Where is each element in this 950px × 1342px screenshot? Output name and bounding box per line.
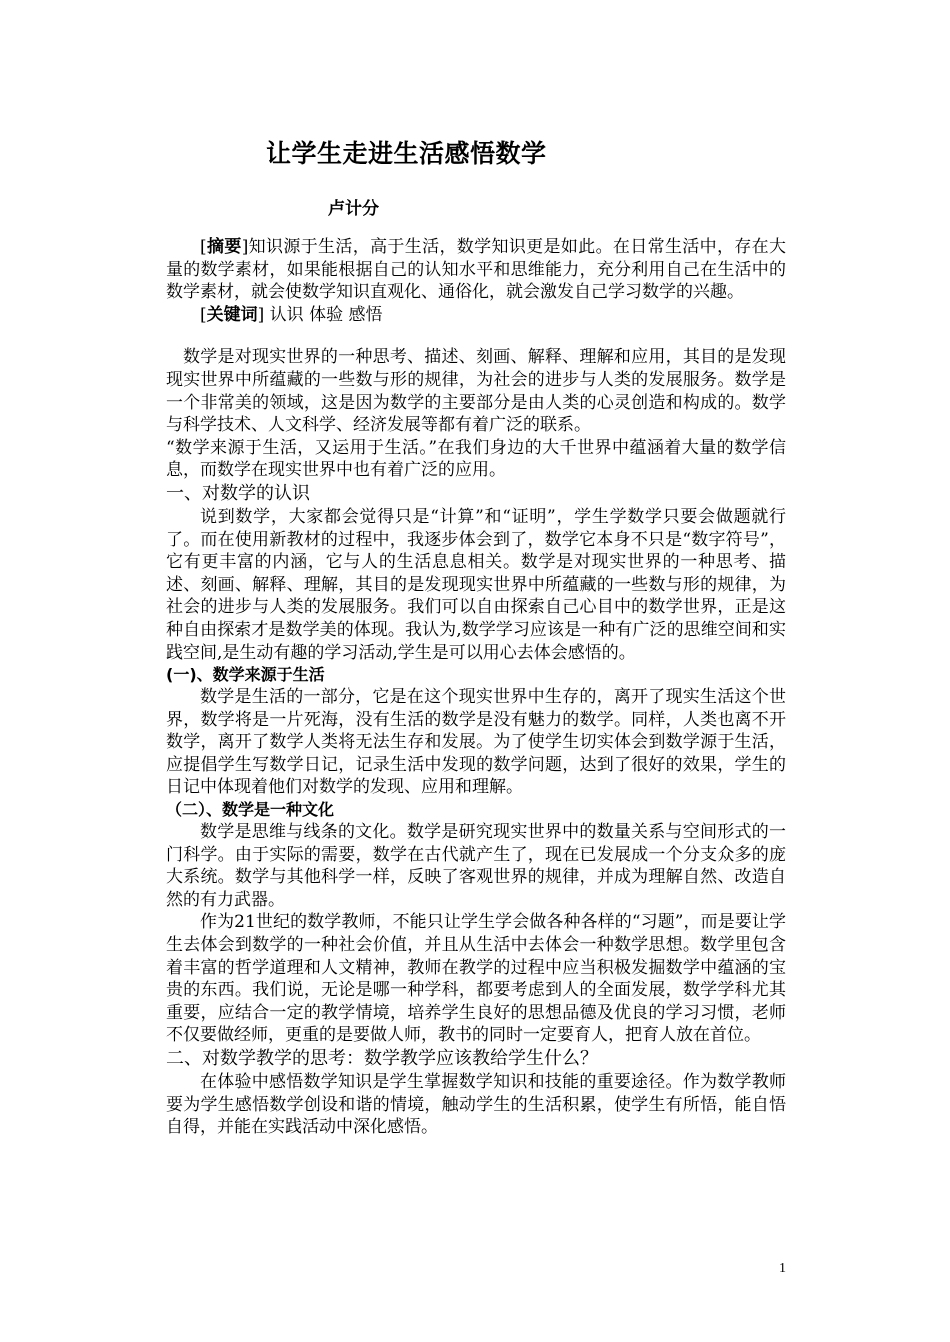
keywords-label: 关键词: [206, 304, 258, 325]
document-body: [166, 236, 786, 1139]
intro-paragraph-1: 数学是对现实世界的一种思考、描述、刻画、解释、理解和应用，其目的是发现现实世界中所蕴藏的一些数与形的规律，为社会的进步与人类的发展服务。数学是一个非常美的领域，这是因为数学的主要部分是由人类的心灵创造和构成的。数学与科学技术、人文科学、经济发展等都有着广泛的联系。: [166, 347, 786, 436]
abstract-paragraph: [166, 236, 786, 304]
section-2-heading: 二、对数学教学的思考：数学教学应该教给学生什么？: [166, 1048, 598, 1069]
abstract-close-bracket: ]: [241, 237, 249, 257]
section-1-paragraph-1: 说到数学，大家都会觉得只是“计算”和“证明”，学生学数学只要会做题就行了。而在使用新教材的过程中，我逐步体会到了，数学它本身不只是“数字符号”，它有更丰富的内涵，它与人的生活息息相关。数学是对现实世界的一种思考、描述、刻画、解释、理解，其目的是发现现实世界中所蕴藏的一些数与形的规律，为社会的进步与人类的发展服务。我们可以自由探索自己心目中的数学世界，正是这种自由探索才是数学美的体现。我认为,数学学习应该是一种有广泛的思维空间和实践空间,是生动有趣的学习活动,学生是可以用心去体会感悟的。: [166, 506, 786, 663]
subsection-1-paragraph-1: 数学是生活的一部分，它是在这个现实世界中生存的，离开了现实生活这个世界，数学将是一片死海，没有生活的数学是没有魅力的数学。同样，人类也离不开数学，离开了数学人类将无法生存和发展。为了使学生切实体会到数学源于生活，应提倡学生写数学日记，记录生活中发现的数学问题，达到了很好的效果，学生的日记中体现着他们对数学的发现、应用和理解。: [166, 687, 786, 798]
subsection-2-paragraph-2: 作为21世纪的数学教师，不能只让学生学会做各种各样的“习题”，而是要让学生去体会到数学的一种社会价值，并且从生活中去体会一种数学思想。数学里包含着丰富的哲学道理和人文精神，教师在教学的过程中应当积极发掘数学中蕴涵的宝贵的东西。我们说，无论是哪一种学科，都要考虑到人的全面发展，数学学科尤其重要，应结合一定的教学情境，培养学生良好的思想品德及优良的学习习惯，老师不仅要做经师，更重的是要做人师，教书的同时一定要育人，把育人放在首位。: [166, 912, 786, 1046]
keywords-text: 认识 体验 感悟: [264, 304, 383, 325]
subsection-1-heading: (一)、数学来源于生活: [166, 665, 325, 685]
spacer: [166, 326, 786, 346]
keywords-close-bracket: ]: [257, 304, 265, 325]
author-name: 卢计分: [328, 199, 379, 219]
section-2-paragraph-1: 在体验中感悟数学知识是学生掌握数学知识和技能的重要途径。作为数学教师要为学生感悟数学创设和谐的情境，触动学生的生活积累，使学生有所悟，能自悟自得，并能在实践活动中深化感悟。: [166, 1072, 786, 1138]
abstract-label: 摘要: [206, 237, 242, 257]
page-number: 1: [779, 1261, 786, 1276]
intro-paragraph-2: “数学来源于生活，又运用于生活。”在我们身边的大千世界中蕴涵着大量的数学信息，而数学在现实世界中也有着广泛的应用。: [166, 437, 786, 481]
document-title: 让学生走进生活感悟数学: [266, 139, 547, 168]
keywords-open-bracket: [: [200, 304, 207, 325]
abstract-open-bracket: [: [200, 237, 207, 257]
section-1-heading: 一、对数学的认识: [166, 482, 310, 504]
subsection-2-heading: （二）、数学是一种文化: [166, 800, 335, 820]
abstract-text: 知识源于生活，高于生活，数学知识更是如此。在日常生活中，存在大量的数学素材，如果能根据自己的认知水平和思维能力，充分利用自己在生活中的数学素材，就会使数学知识直观化、通俗化，就会激发自己学习数学的兴趣。: [166, 237, 787, 303]
keywords-paragraph: [166, 304, 786, 327]
subsection-2-paragraph-1: 数学是思维与线条的文化。数学是研究现实世界中的数量关系与空间形式的一门科学。由于实际的需要，数学在古代就产生了，现在已发展成一个分支众多的庞大系统。数学与其他科学一样，反映了客观世界的规律，并成为理解自然、改造自然的有力武器。: [166, 822, 786, 910]
